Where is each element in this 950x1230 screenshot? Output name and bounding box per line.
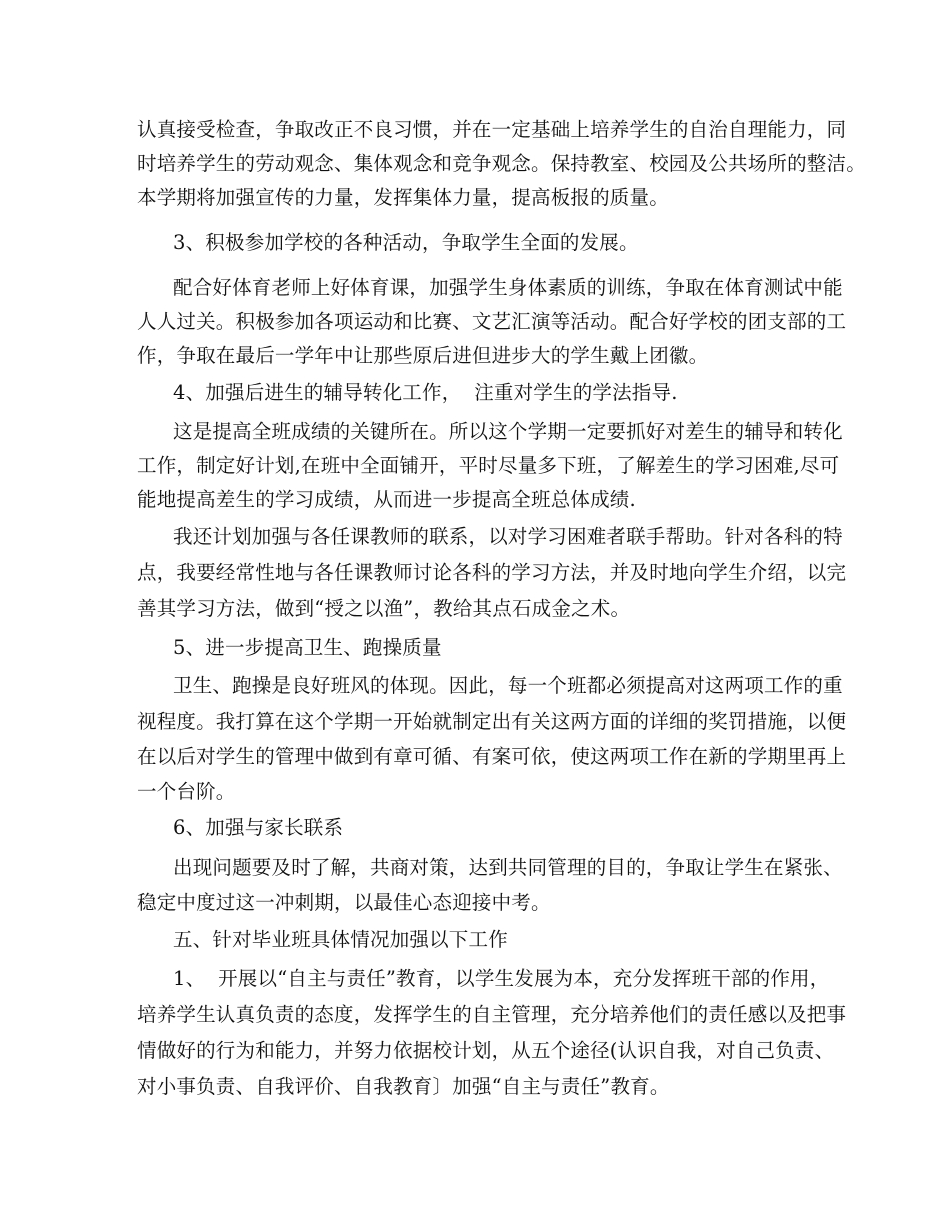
text-line: 点，我要经常性地与各任课教师讨论各科的学习方法，并及时地向学生介绍，以完 — [137, 561, 847, 584]
text-line: 善其学习方法，做到“授之以渔”，教给其点石成金之术。 — [137, 597, 631, 620]
section-heading: 五、针对毕业班具体情况加强以下工作 — [173, 928, 508, 951]
section-heading: 5、进一步提高卫生、跑操质量 — [173, 636, 442, 659]
text-line: 这是提高全班成绩的关键所在。所以这个学期一定要抓好对差生的辅导和转化 — [173, 420, 843, 443]
text-line: 能地提高差生的学习成绩，从而进一步提高全班总体成绩. — [137, 488, 636, 511]
text-line: 卫生、跑操是良好班风的体现。因此，每一个班都必须提高对这两项工作的重 — [173, 674, 843, 697]
text-line: 我还计划加强与各任课教师的联系，以对学习困难者联手帮助。针对各科的特 — [173, 525, 843, 548]
text-line: 工作，制定好计划,在班中全面铺开，平时尽量多下班，了解差生的学习困难,尽可 — [137, 454, 840, 477]
section-heading: 6、加强与家长联系 — [173, 816, 344, 839]
text-line: 情做好的行为和能力，并努力依据校计划，从五个途径(认识自我，对自己负责、 — [137, 1039, 835, 1062]
text-line: 配合好体育老师上好体育课，加强学生身体素质的训练，争取在体育测试中能 — [173, 276, 843, 299]
text-line: 在以后对学生的管理中做到有章可循、有案可依，使这两项工作在新的学期里再上 — [137, 745, 847, 768]
text-line: 视程度。我打算在这个学期一开始就制定出有关这两方面的详细的奖罚措施，以便 — [137, 710, 847, 733]
text-line: 作，争取在最后一学年中让那些原后进但进步大的学生戴上团徽。 — [137, 344, 709, 367]
section-heading: 4、加强后进生的辅导转化工作， 注重对学生的学法指导. — [173, 381, 678, 404]
text-line: 本学期将加强宣传的力量，发挥集体力量，提高板报的质量。 — [137, 186, 669, 209]
text-line: 稳定中度过这一冲刺期，以最佳心态迎接中考。 — [137, 891, 551, 914]
text-line: 1、 开展以“自主与责任”教育，以学生发展为本，充分发挥班干部的作用， — [173, 967, 830, 990]
text-line: 时培养学生的劳动观念、集体观念和竞争观念。保持教室、校园及公共场所的整洁。 — [137, 152, 866, 175]
text-line: 对小事负责、自我评价、自我教育〕加强“自主与责任”教育。 — [137, 1075, 670, 1098]
text-line: 人人过关。积极参加各项运动和比赛、文艺汇演等活动。配合好学校的团支部的工 — [137, 310, 847, 333]
section-heading: 3、积极参加学校的各种活动，争取学生全面的发展。 — [173, 231, 639, 254]
text-line: 认真接受检查，争取改正不良习惯，并在一定基础上培养学生的自治自理能力，同 — [137, 118, 847, 141]
text-line: 培养学生认真负责的态度，发挥学生的自主管理，充分培养他们的责任感以及把事 — [137, 1003, 847, 1026]
text-line: 一个台阶。 — [137, 780, 236, 803]
text-line: 出现问题要及时了解，共商对策，达到共同管理的目的，争取让学生在紧张、 — [173, 856, 843, 879]
